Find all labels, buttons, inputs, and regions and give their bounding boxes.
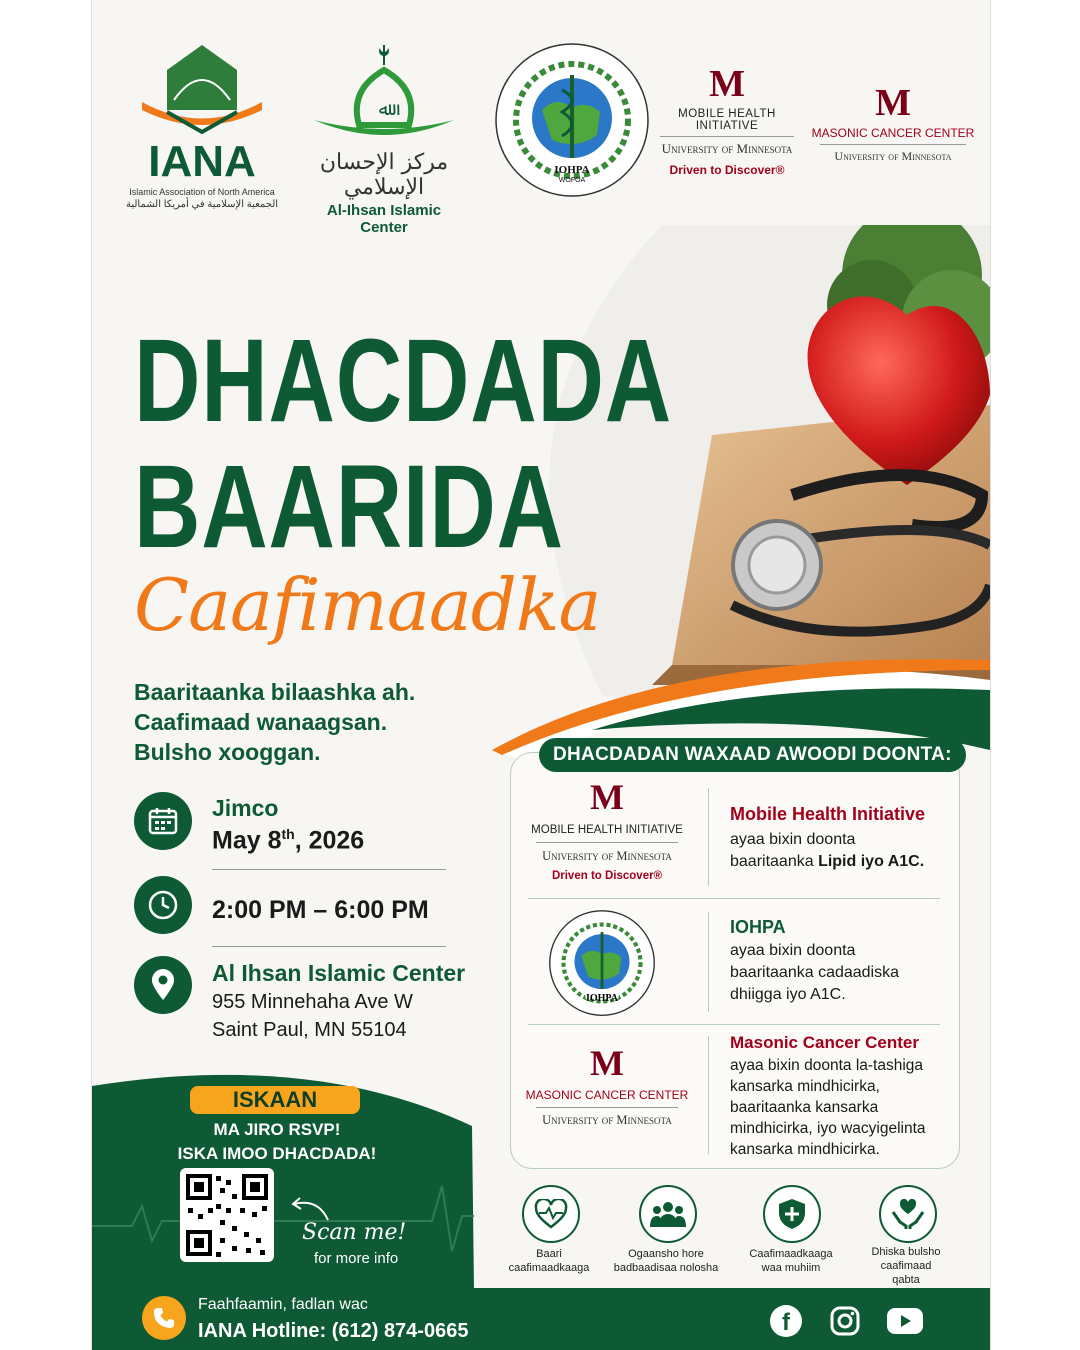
clock-icon: [134, 876, 192, 934]
event-venue: Al Ihsan Islamic Center: [212, 960, 466, 986]
iohpa-logo: [492, 40, 652, 200]
footer-line1: Faahfaamin, fadlan wac: [198, 1296, 368, 1313]
feature-1-line2: caafimaadkaaga: [508, 1262, 590, 1274]
iskaan-badge: ISKAAN: [190, 1086, 360, 1114]
partner-masonic-line2: University of Minnesota: [542, 1113, 672, 1127]
event-date-year: , 2026: [294, 826, 365, 855]
phone-icon[interactable]: [142, 1296, 186, 1340]
partner-iohpa-abbr: IOHPA: [585, 993, 619, 1004]
iana-subtitle: Islamic Association of North America: [129, 187, 275, 197]
svg-text:ﷲ: ﷲ: [378, 99, 390, 120]
masonic-logo: [810, 82, 976, 164]
partner-2-text-a: ayaa bixin doonta: [730, 942, 856, 959]
alihsan-name: Al-Ihsan Islamic Center: [326, 202, 442, 236]
partner-3-text-a: ayaa bixin doonta la-tashiga: [730, 1057, 924, 1074]
iana-arabic: الجمعية الإسلامية في أمريكا الشمالية: [125, 199, 279, 210]
partner-divider-v1: [708, 788, 709, 886]
masonic-divider: [820, 144, 966, 145]
partner-3-text-b: kansarka mindhicirka,: [730, 1078, 880, 1095]
iohpa-abbr2: WOFOA: [558, 177, 586, 184]
event-date-sup: th: [281, 826, 295, 842]
iana-emblem-icon: [112, 40, 292, 140]
event-address-1: 955 Minnehaha Ave W: [212, 991, 413, 1013]
partner-1-text-line2: [730, 851, 924, 873]
feature-3-label: [738, 1247, 844, 1275]
mosque-dome-icon: [304, 40, 464, 145]
partner-3-text: [730, 1055, 926, 1160]
event-day: Jimco: [212, 795, 279, 821]
alihsan-logo: [304, 40, 464, 236]
youtube-icon[interactable]: [886, 1306, 924, 1336]
mhi-line2: University of Minnesota: [661, 141, 793, 156]
partner-mhi-logo: [522, 777, 692, 882]
partner-mhi-line1: MOBILE HEALTH INITIATIVE: [531, 824, 683, 836]
partner-divider-h1: [528, 898, 940, 899]
partner-2-title: IOHPA: [730, 917, 786, 937]
tagline-1: Baaritaanka bilaashka ah.: [134, 679, 416, 705]
tagline: [134, 677, 415, 767]
facebook-icon[interactable]: f: [770, 1305, 802, 1337]
partner-mhi-divider: [536, 842, 678, 843]
event-time: 2:00 PM – 6:00 PM: [212, 896, 429, 924]
flyer: [91, 0, 991, 1350]
partner-3-text-c: baaritaanka kansarka: [730, 1099, 879, 1116]
iohpa-abbr: IOHPA: [554, 164, 590, 176]
tagline-2: Caafimaad wanaagsan.: [134, 709, 388, 735]
rsvp-line2: ISKA IMOO DHACDADA!: [177, 1144, 377, 1163]
location-pin-icon: [134, 956, 192, 1014]
mhi-line3: Driven to Discover®: [669, 163, 785, 177]
footer-hotline[interactable]: IANA Hotline: (612) 874-0665: [198, 1320, 469, 1342]
qr-code[interactable]: [180, 1168, 274, 1262]
feature-2-line1: Ogaansho hore: [628, 1248, 704, 1260]
partner-divider-v3: [708, 1036, 709, 1154]
partner-2-text-c: dhiigga iyo A1C.: [730, 986, 846, 1003]
mhi-divider: [660, 136, 794, 137]
partner-1-text-a: ayaa bixin doonta: [730, 831, 856, 848]
feature-4-label: [856, 1245, 956, 1287]
partner-masonic-logo: [522, 1043, 692, 1128]
feature-2-label: [604, 1247, 728, 1275]
feature-2-line2: badbaadisaa nolosha: [613, 1262, 719, 1274]
mhi-line1: MOBILE HEALTH INITIATIVE: [678, 108, 776, 132]
partner-1-text-b: baaritaanka: [730, 853, 819, 870]
partner-masonic-divider: [536, 1107, 678, 1108]
partner-3-text-d: mindhicirka, iyo wacyigelinta: [730, 1120, 926, 1137]
partner-masonic-line1: MASONIC CANCER CENTER: [525, 1088, 689, 1102]
partner-divider-v2: [708, 912, 709, 1012]
feature-4-line2: caafimaad: [880, 1260, 932, 1272]
feature-3-line2: waa muhiim: [761, 1262, 821, 1274]
partner-3-title: Masonic Cancer Center: [730, 1033, 919, 1052]
umn-m-icon-3: M: [590, 777, 624, 817]
tagline-3: Bulsho xooggan.: [134, 739, 321, 765]
feature-4-line1: Dhiska bulsho: [871, 1246, 941, 1258]
title-line1: DHACDADA: [134, 315, 672, 447]
iana-name: IANA: [148, 137, 256, 186]
umn-m-icon-2: M: [875, 82, 911, 124]
title-line2: BAARIDA: [134, 441, 564, 573]
feature-4-line3: qabta: [892, 1274, 920, 1286]
hands-heart-icon: [879, 1185, 937, 1243]
iana-logo: [112, 40, 292, 210]
feature-3-line1: Caafimaadkaaga: [749, 1248, 833, 1260]
partner-mhi-line2: University of Minnesota: [542, 849, 672, 863]
partner-mhi-line3: Driven to Discover®: [551, 870, 663, 882]
umn-m-icon: M: [709, 63, 745, 105]
partner-1-text: [730, 829, 924, 873]
event-date-main: May 8: [212, 826, 282, 855]
scan-me-text: Scan me!: [302, 1220, 407, 1245]
partner-2-text-b: baaritaanka cadaadiska: [730, 964, 900, 981]
calendar-icon: [134, 792, 192, 850]
event-date: [212, 826, 364, 855]
info-divider-1: [212, 869, 446, 870]
masonic-line1: MASONIC CANCER CENTER: [811, 126, 975, 140]
event-address-2: Saint Paul, MN 55104: [212, 1019, 407, 1041]
feature-1-line1: Baari: [536, 1248, 562, 1260]
rsvp-text: [152, 1118, 402, 1166]
alihsan-arabic: مركز الإحسان الإسلامي: [319, 150, 449, 200]
partner-1-title: Mobile Health Initiative: [730, 804, 926, 824]
partners-heading: DHACDADAN WAXAAD AWOODI DOONTA:: [539, 738, 966, 772]
mhi-logo: [652, 63, 802, 177]
masonic-line2: University of Minnesota: [834, 149, 952, 163]
umn-m-icon-4: M: [590, 1043, 624, 1083]
rsvp-line1: MA JIRO RSVP!: [213, 1120, 341, 1139]
info-divider-2: [212, 946, 446, 947]
iohpa-seal-icon: [492, 40, 652, 200]
heart-pulse-icon: [522, 1185, 580, 1243]
feature-1-label: [497, 1247, 601, 1275]
shield-plus-icon: [763, 1185, 821, 1243]
partner-3-text-e: kansarka mindhicirka.: [730, 1141, 880, 1158]
instagram-icon[interactable]: [829, 1305, 861, 1337]
partner-1-text-bold: Lipid iyo A1C.: [818, 853, 925, 870]
partner-divider-h2: [528, 1024, 940, 1025]
community-icon: [639, 1185, 697, 1243]
more-info-text: for more info: [314, 1250, 399, 1267]
title-script: Caafimaadka: [134, 563, 601, 647]
partner-2-text: [730, 940, 899, 1006]
